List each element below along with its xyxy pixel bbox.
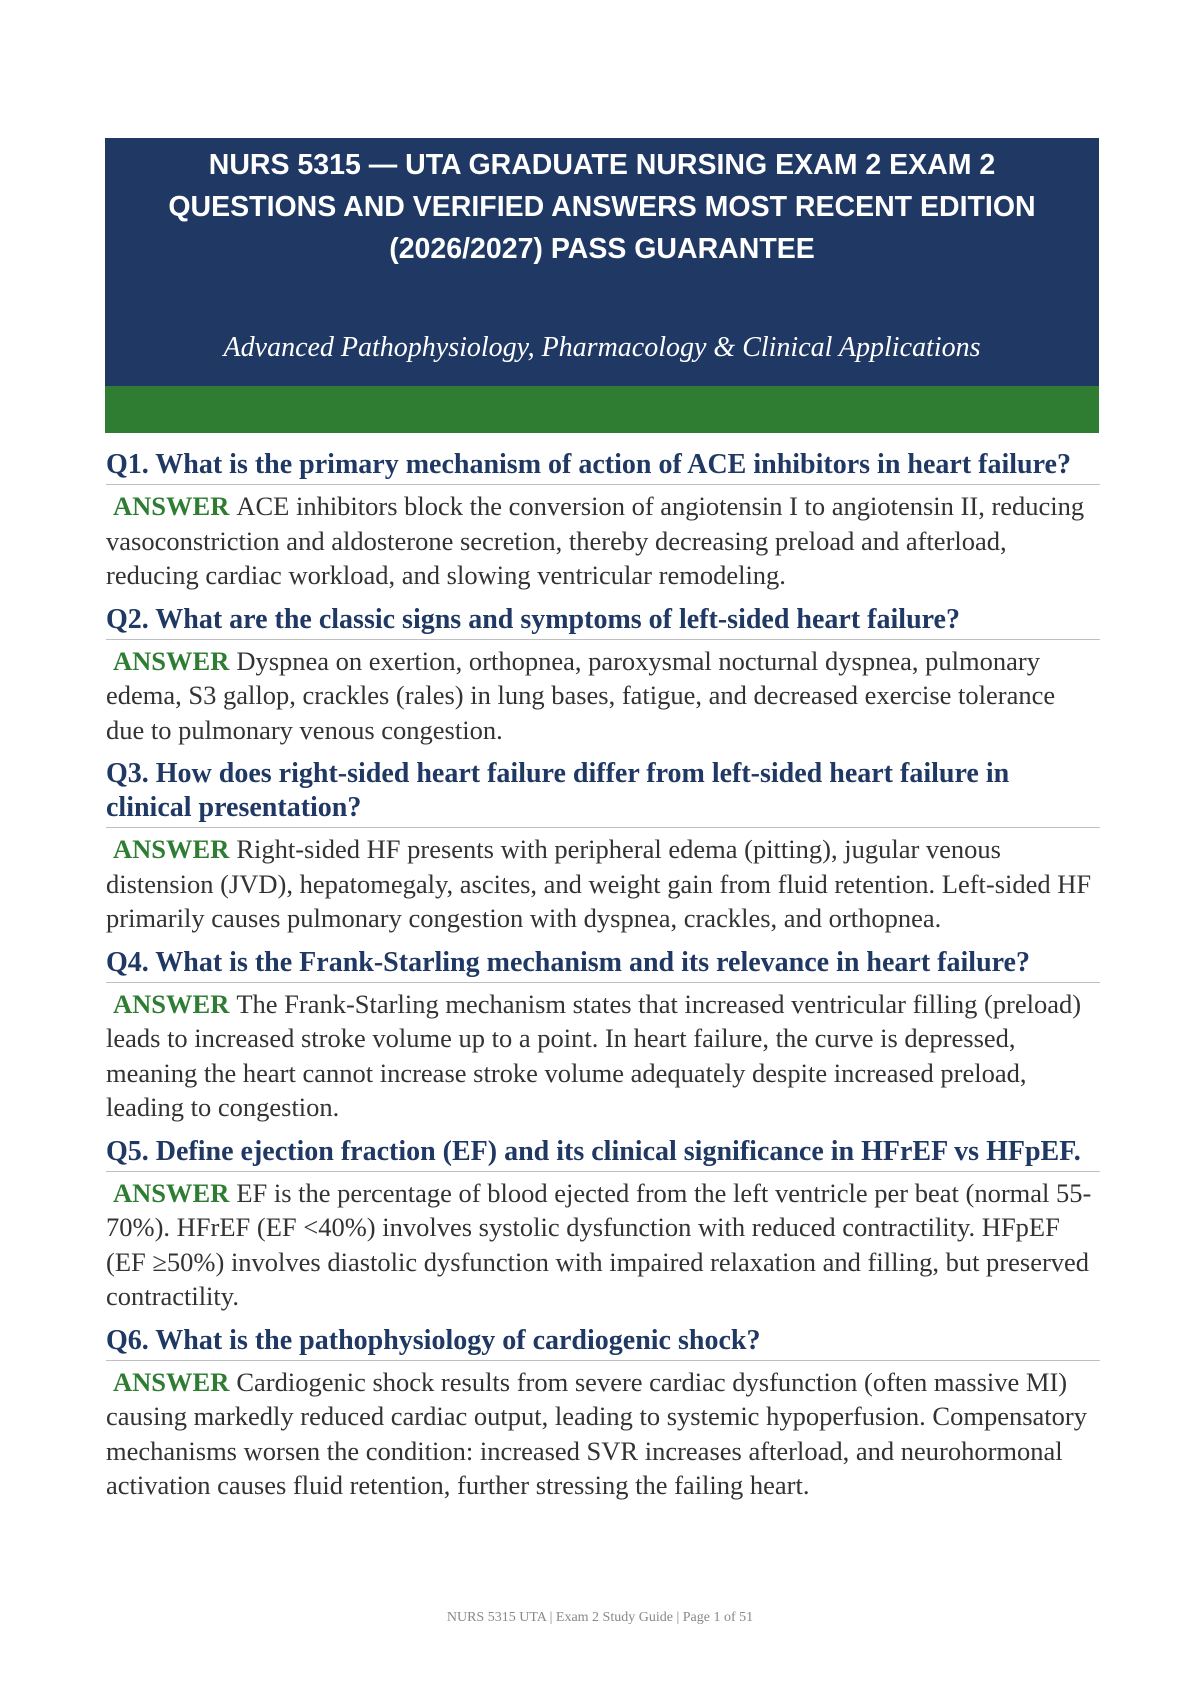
question-heading: Q2. What are the classic signs and symptoms of left-sided heart failure? bbox=[106, 603, 1100, 640]
answer-body: Dyspnea on exertion, orthopnea, paroxysmal nocturnal dyspnea, pulmonary edema, S3 gallop, crackles (rales) in lung bases, fatigue, and decreased exercise tolerance due to pulmonary venous congestion. bbox=[106, 645, 1056, 745]
answer-label: ANSWER bbox=[113, 834, 230, 864]
answer-label: ANSWER bbox=[113, 1177, 230, 1208]
page-footer: NURS 5315 UTA | Exam 2 Study Guide | Page 1 of 51 bbox=[446, 1610, 754, 1625]
answer-text bbox=[106, 1172, 1100, 1314]
title-banner bbox=[105, 138, 1099, 433]
banner-accent-bar bbox=[105, 386, 1099, 433]
answer-body: Cardiogenic shock results from severe cardiac dysfunction (often massive MI) causing markedly reduced cardiac output, leading to systemic hypoperfusion. Compensatory mechanisms worsen the condition: increased SVR increases afterload, and neurohormonal activation causes fluid retention, further stressing the failing heart. bbox=[106, 1366, 1087, 1500]
document-subtitle: Advanced Pathophysiology, Pharmacology & Clinical Applications bbox=[223, 332, 981, 363]
question-heading: Q4. What is the Frank-Starling mechanism and its relevance in heart failure? bbox=[106, 946, 1100, 983]
question-heading: Q3. How does right-sided heart failure differ from left-sided heart failure in clinical presentation? bbox=[106, 757, 1100, 828]
answer-text bbox=[106, 1361, 1100, 1503]
qa-item bbox=[106, 1324, 1100, 1503]
answer-text bbox=[106, 983, 1100, 1125]
answer-label: ANSWER bbox=[113, 645, 230, 676]
question-heading: Q1. What is the primary mechanism of action of ACE inhibitors in heart failure? bbox=[106, 448, 1100, 485]
qa-list bbox=[106, 448, 1100, 1513]
answer-label: ANSWER bbox=[113, 988, 230, 1019]
answer-label: ANSWER bbox=[113, 1366, 230, 1397]
answer-text bbox=[106, 828, 1100, 936]
document-title: NURS 5315 — UTA GRADUATE NURSING EXAM 2 EXAM 2 QUESTIONS AND VERIFIED ANSWERS MOST RECENT EDITION (2026/2027) PASS GUARANTEE bbox=[168, 149, 1036, 265]
answer-body: The Frank-Starling mechanism states that increased ventricular filling (preload) leads to increased stroke volume up to a point. In heart failure, the curve is depressed, meaning the heart cannot increase stroke volume adequately despite increased preload, leading to congestion. bbox=[106, 988, 1082, 1122]
qa-item bbox=[106, 603, 1100, 748]
question-heading: Q5. Define ejection fraction (EF) and its clinical significance in HFrEF vs HFpEF. bbox=[106, 1135, 1100, 1172]
answer-label: ANSWER bbox=[113, 491, 230, 521]
answer-body: EF is the percentage of blood ejected from the left ventricle per beat (normal 55-70%). HFrEF (EF <40%) involves systolic dysfunction with reduced contractility. HFpEF (EF ≥50%) involves diastolic dysfunction with impaired relaxation and filling, but preserved contractility. bbox=[106, 1177, 1092, 1311]
qa-item bbox=[106, 757, 1100, 936]
answer-body: Right-sided HF presents with peripheral edema (pitting), jugular venous distension (JVD), hepatomegaly, ascites, and weight gain from fluid retention. Left-sided HF primarily causes pulmonary congestion with dyspnea, crackles, and orthopnea. bbox=[106, 834, 1092, 933]
qa-item bbox=[106, 946, 1100, 1125]
question-heading: Q6. What is the pathophysiology of cardiogenic shock? bbox=[106, 1324, 1100, 1361]
qa-item bbox=[106, 448, 1100, 593]
answer-text bbox=[106, 485, 1100, 593]
answer-body: ACE inhibitors block the conversion of angiotensin I to angiotensin II, reducing vasoconstriction and aldosterone secretion, thereby decreasing preload and afterload, reducing cardiac workload, and slowing ventricular remodeling. bbox=[106, 491, 1085, 590]
answer-text bbox=[106, 640, 1100, 748]
qa-item bbox=[106, 1135, 1100, 1314]
